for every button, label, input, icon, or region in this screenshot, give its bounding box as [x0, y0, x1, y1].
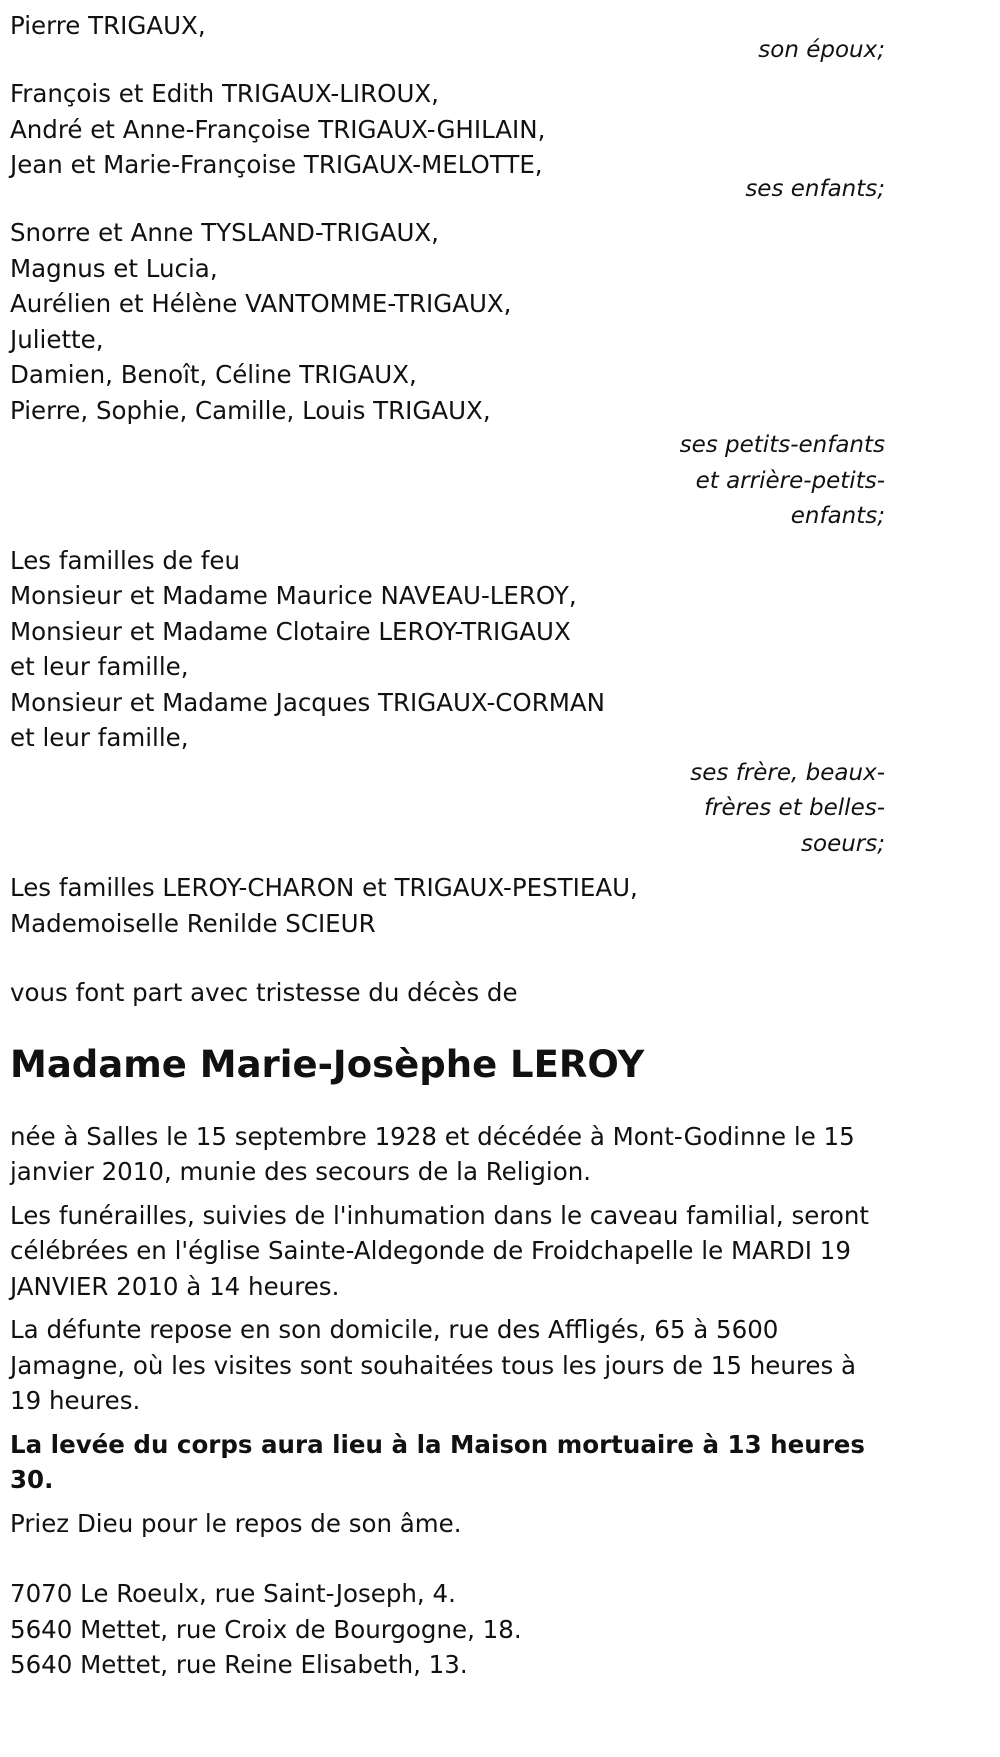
addresses-block	[10, 1576, 885, 1683]
siblings-group	[10, 543, 885, 863]
grandchildren-relation	[10, 428, 885, 535]
grandchildren-group	[10, 215, 885, 535]
others-group	[10, 870, 885, 941]
sibling-name: Les familles de feu	[10, 545, 241, 575]
address-line: 5640 Mettet, rue Croix de Bourgogne, 18.	[10, 1614, 522, 1644]
birth-death-paragraph: née à Salles le 15 septembre 1928 et décédée à Mont-Godinne le 15 janvier 2010, munie des secours de la Religion.	[10, 1121, 855, 1186]
siblings-relation	[10, 756, 885, 863]
grandchild-name: Juliette,	[10, 324, 104, 354]
sibling-name: Monsieur et Madame Jacques TRIGAUX-CORMAN	[10, 687, 605, 717]
announcement: vous font part avec tristesse du décès de	[10, 978, 518, 1007]
child-name: André et Anne-Françoise TRIGAUX-GHILAIN,	[10, 114, 546, 144]
child-name: François et Edith TRIGAUX-LIROUX,	[10, 79, 439, 108]
grandchild-name: Snorre et Anne TYSLAND-TRIGAUX,	[10, 218, 439, 247]
address-line: 7070 Le Roeulx, rue Saint-Joseph, 4.	[10, 1579, 456, 1608]
rest-paragraph: La défunte repose en son domicile, rue des Affligés, 65 à 5600 Jamagne, où les visites sont souhaitées tous les jours de 15 heures à 19 heures.	[10, 1315, 857, 1415]
spouse-relation: son époux;	[758, 36, 885, 63]
spouse-name: Pierre TRIGAUX,	[10, 11, 206, 40]
funeral-paragraph: Les funérailles, suivies de l'inhumation dans le caveau familial, seront célébrées en l'église Sainte-Aldegonde de Froidchapelle le MARDI 19 JANVIER 2010 à 14 heures.	[10, 1200, 870, 1301]
relation-line: et arrière-petits-	[695, 467, 885, 494]
children-group	[10, 76, 885, 207]
relation-line: enfants;	[790, 503, 885, 529]
relation-line: ses petits-enfants	[679, 432, 885, 458]
prayer-paragraph: Priez Dieu pour le repos de son âme.	[10, 1508, 462, 1538]
address-line: 5640 Mettet, rue Reine Elisabeth, 13.	[10, 1650, 468, 1679]
spouse-group	[10, 8, 885, 68]
grandchild-name: Pierre, Sophie, Camille, Louis TRIGAUX,	[10, 395, 491, 425]
other-name: Mademoiselle Renilde SCIEUR	[10, 908, 376, 938]
levee-paragraph: La levée du corps aura lieu à la Maison mortuaire à 13 heures 30.	[10, 1429, 865, 1494]
grandchild-name: Magnus et Lucia,	[10, 253, 218, 283]
grandchild-name: Aurélien et Hélène VANTOMME-TRIGAUX,	[10, 289, 512, 318]
relation-line: frères et belles-	[703, 795, 885, 821]
child-name: Jean et Marie-Françoise TRIGAUX-MELOTTE,	[10, 150, 543, 179]
obituary-notice	[10, 8, 885, 1683]
relation-line: ses frère, beaux-	[690, 759, 885, 786]
sibling-name: et leur famille,	[10, 723, 189, 752]
other-name: Les familles LEROY-CHARON et TRIGAUX-PESTIEAU,	[10, 873, 638, 902]
grandchild-name: Damien, Benoît, Céline TRIGAUX,	[10, 360, 417, 389]
relation-line: soeurs;	[801, 830, 885, 857]
children-relation: ses enfants;	[745, 175, 885, 202]
sibling-name: et leur famille,	[10, 652, 189, 681]
deceased-name: Madame Marie-Josèphe LEROY	[10, 1042, 645, 1086]
sibling-name: Monsieur et Madame Clotaire LEROY-TRIGAUX	[10, 616, 571, 646]
sibling-name: Monsieur et Madame Maurice NAVEAU-LEROY,	[10, 581, 577, 610]
